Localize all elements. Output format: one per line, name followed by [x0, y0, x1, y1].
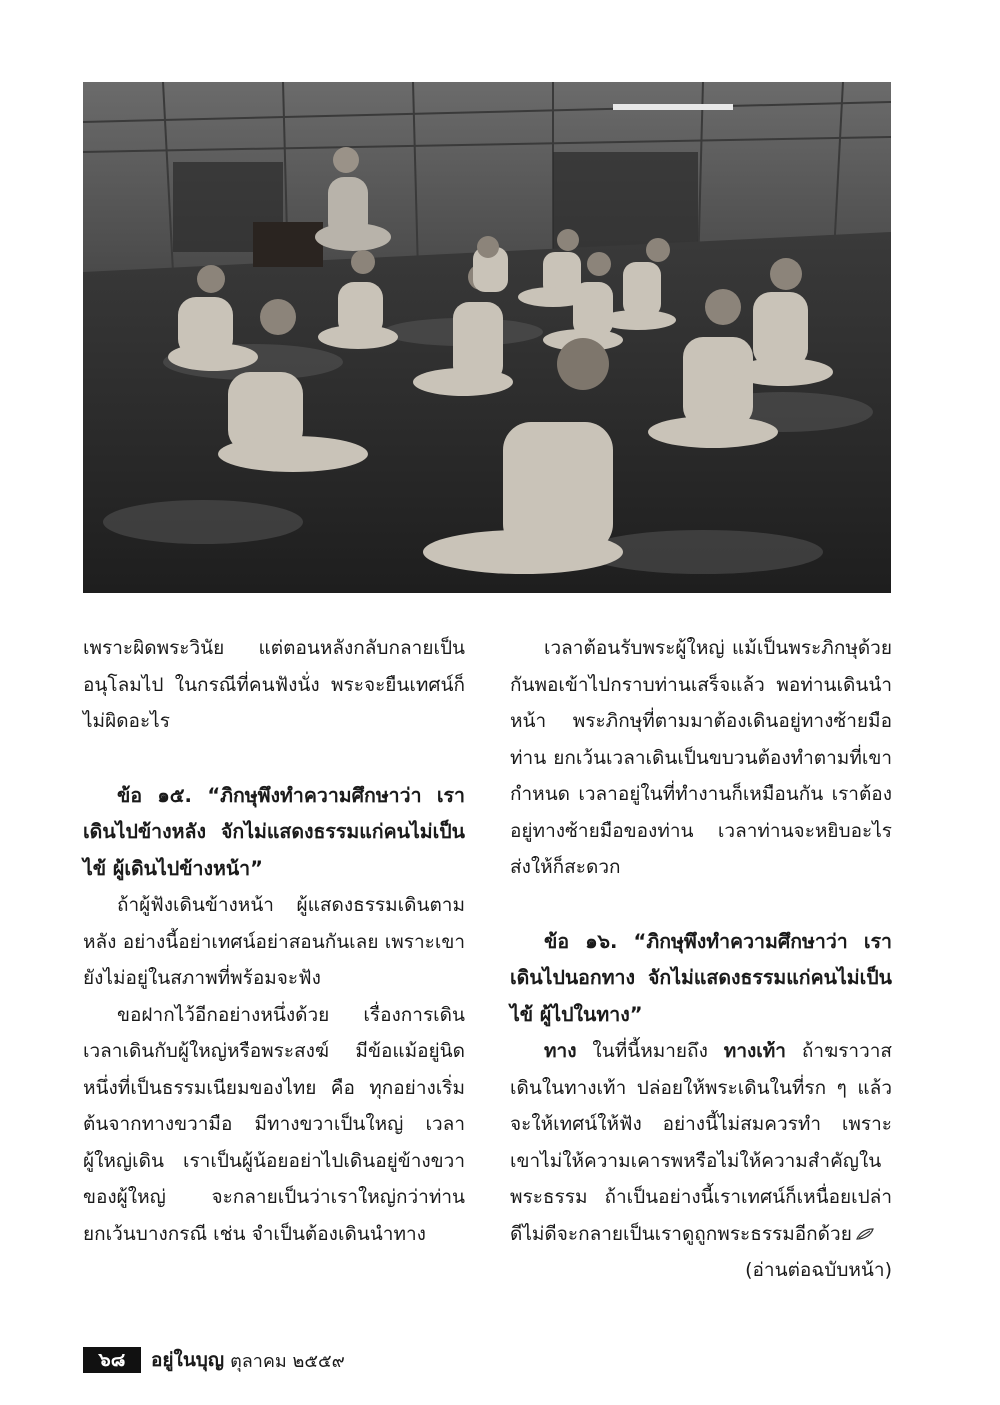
page-footer [83, 1346, 345, 1374]
magazine-name: อยู่ในบุญ [151, 1349, 225, 1371]
right-paragraph-1: เวลาต้อนรับพระผู้ใหญ่ แม้เป็นพระภิกษุด้วยกันพอเข้าไปกราบท่านเสร็จแล้ว พอท่านเดินนำหน้า พระภิกษุที่ตามมาต้องเดินอยู่ทางซ้ายมือท่าน ยกเว้นเวลาเดินเป็นขบวนต้องทำตามที่เขากำหนด เวลาอยู่ในที่ทำงานก็เหมือนกัน เราต้องอยู่ทางซ้ายมือของท่าน เวลาท่านจะหยิบอะไรส่งให้ก็สะดวก [510, 637, 892, 878]
left-paragraph-3: ขอฝากไว้อีกอย่างหนึ่งด้วย เรื่องการเดิน เวลาเดินกับผู้ใหญ่หรือพระสงฆ์ มีข้อแม้อยู่นิดหนึ่งที่เป็นธรรมเนียมของไทย คือ ทุกอย่างเริ่มต้นจากทางขวามือ มีทางขวาเป็นใหญ่ เวลาผู้ใหญ่เดิน เราเป็นผู้น้อยอย่าไปเดินอยู่ข้างขวาของผู้ใหญ่ จะกลายเป็นว่าเราใหญ่กว่าท่าน ยกเว้นบางกรณี เช่น จำเป็นต้องเดินนำทาง [83, 1003, 465, 1245]
left-paragraph-1: เพราะผิดพระวินัย แต่ตอนหลังกลับกลายเป็นอนุโลมไป ในกรณีที่คนฟังนั่ง พระจะยืนเทศน์ก็ไม่ผิดอะไร [83, 637, 465, 732]
left-column [83, 630, 465, 1252]
issue-date: ตุลาคม ๒๕๕๙ [230, 1350, 345, 1372]
continued-next-issue: (อ่านต่อฉบับหน้า) [745, 1259, 892, 1281]
right-paragraph-2 [510, 1033, 892, 1252]
rule-15-heading: ข้อ ๑๕. “ภิกษุพึงทำความศึกษาว่า เราเดินไปข้างหลัง จักไม่แสดงธรรมแก่คนไม่เป็นไข้ ผู้เดินไปข้างหน้า” [83, 783, 465, 880]
para2-mid: ในที่นี้หมายถึง [576, 1040, 724, 1062]
article-photo [83, 82, 891, 593]
monks-meditation-hall-illustration [83, 82, 891, 593]
term-tang-tao: ทางเท้า [723, 1040, 786, 1062]
right-column [510, 630, 892, 1289]
term-tang: ทาง [544, 1040, 577, 1062]
leaf-end-mark-icon [856, 1228, 874, 1240]
page-number: ๖๘ [83, 1347, 141, 1373]
para2-rest: ถ้าฆราวาสเดินในทางเท้า ปล่อยให้พระเดินในที่รก ๆ แล้ว จะให้เทศน์ให้ฟัง อย่างนี้ไม่สมควรทำ เพราะเขาไม่ให้ความเคารพหรือไม่ให้ความสำคัญในพระธรรม ถ้าเป็นอย่างนี้เราเทศน์ก็เหนื่อยเปล่า ดีไม่ดีจะกลายเป็นเราดูถูกพระธรรมอีกด้วย [510, 1040, 892, 1245]
left-paragraph-2: ถ้าผู้ฟังเดินข้างหน้า ผู้แสดงธรรมเดินตามหลัง อย่างนี้อย่าเทศน์อย่าสอนกันเลย เพราะเขายังไม่อยู่ในสภาพที่พร้อมจะฟัง [83, 894, 465, 989]
rule-16-heading: ข้อ ๑๖. “ภิกษุพึงทำความศึกษาว่า เราเดินไปนอกทาง จักไม่แสดงธรรมแก่คนไม่เป็นไข้ ผู้ไปในทาง” [510, 929, 892, 1026]
